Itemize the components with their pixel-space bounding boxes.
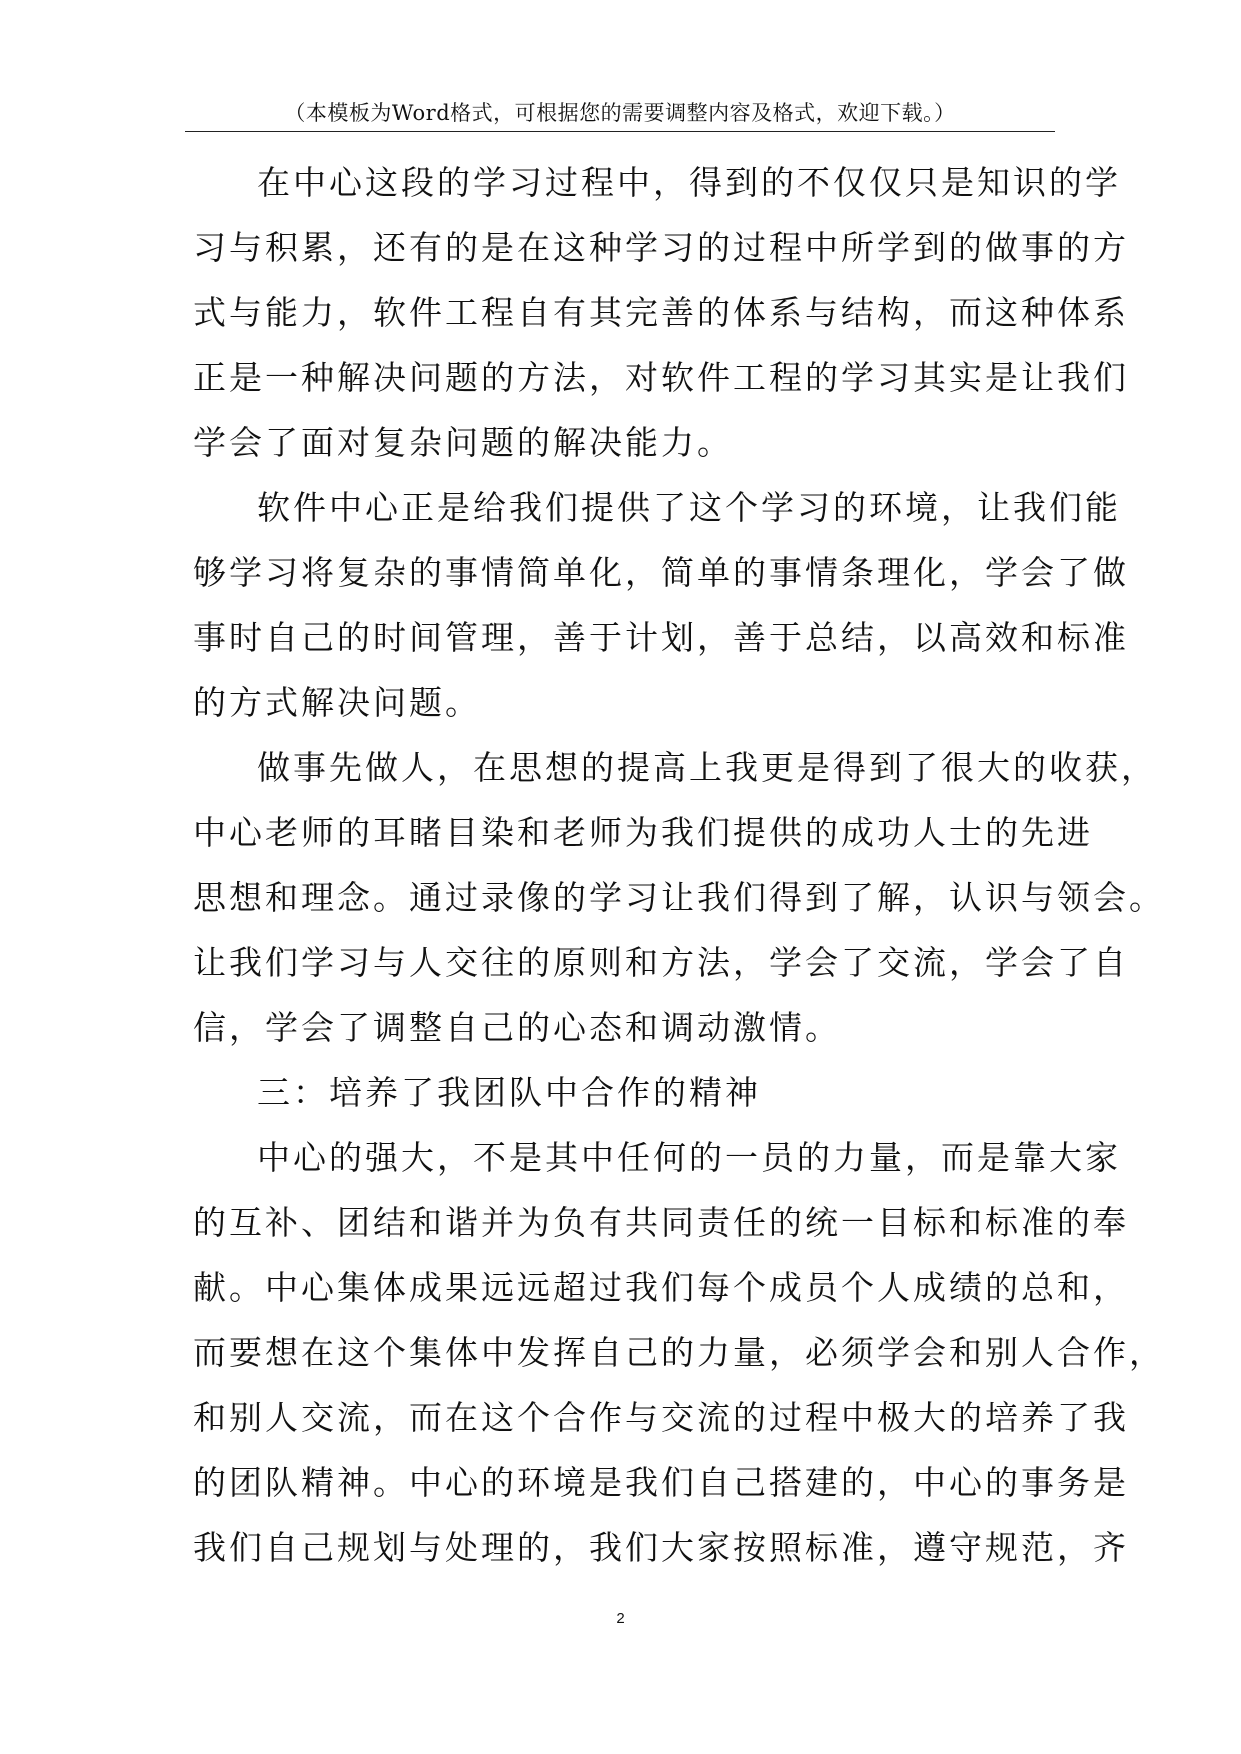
paragraph-line: 而要想在这个集体中发挥自己的力量，必须学会和别人合作， [193, 1333, 1165, 1372]
paragraph-line: 和别人交流，而在这个合作与交流的过程中极大的培养了我 [193, 1398, 1129, 1437]
paragraph-line: 思想和理念。通过录像的学习让我们得到了解，认识与领会。 [193, 878, 1165, 917]
paragraph-line: 做事先做人，在思想的提高上我更是得到了很大的收获， [257, 748, 1157, 787]
paragraph-line: 我们自己规划与处理的，我们大家按照标准，遵守规范，齐 [193, 1528, 1129, 1567]
paragraph-line: 在中心这段的学习过程中，得到的不仅仅只是知识的学 [257, 163, 1121, 202]
paragraph-line: 的团队精神。中心的环境是我们自己搭建的，中心的事务是 [193, 1463, 1129, 1502]
paragraph-line: 软件中心正是给我们提供了这个学习的环境，让我们能 [257, 488, 1121, 527]
header-divider [185, 131, 1055, 132]
paragraph-line: 习与积累，还有的是在这种学习的过程中所学到的做事的方 [193, 228, 1129, 267]
paragraph-line: 信，学会了调整自己的心态和调动激情。 [193, 1008, 841, 1047]
paragraph-line: 学会了面对复杂问题的解决能力。 [193, 423, 733, 462]
paragraph-line: 正是一种解决问题的方法，对软件工程的学习其实是让我们 [193, 358, 1129, 397]
paragraph-line: 够学习将复杂的事情简单化，简单的事情条理化，学会了做 [193, 553, 1129, 592]
paragraph-line: 的互补、团结和谐并为负有共同责任的统一目标和标准的奉 [193, 1203, 1129, 1242]
page-number: 2 [616, 1610, 625, 1627]
paragraph-line: 的方式解决问题。 [193, 683, 481, 722]
paragraph-line: 中心老师的耳睹目染和老师为我们提供的成功人士的先进 [193, 813, 1093, 852]
paragraph-line: 式与能力，软件工程自有其完善的体系与结构，而这种体系 [193, 293, 1129, 332]
paragraph-line: 事时自己的时间管理，善于计划，善于总结，以高效和标准 [193, 618, 1129, 657]
paragraph-line: 让我们学习与人交往的原则和方法，学会了交流，学会了自 [193, 943, 1129, 982]
paragraph-line: 中心的强大，不是其中任何的一员的力量，而是靠大家 [257, 1138, 1121, 1177]
header-note: （本模板为Word格式，可根据您的需要调整内容及格式，欢迎下载。） [284, 101, 956, 125]
paragraph-line: 献。中心集体成果远远超过我们每个成员个人成绩的总和， [193, 1268, 1129, 1307]
section-heading: 三：培养了我团队中合作的精神 [257, 1073, 761, 1112]
body-text [193, 150, 1165, 1580]
